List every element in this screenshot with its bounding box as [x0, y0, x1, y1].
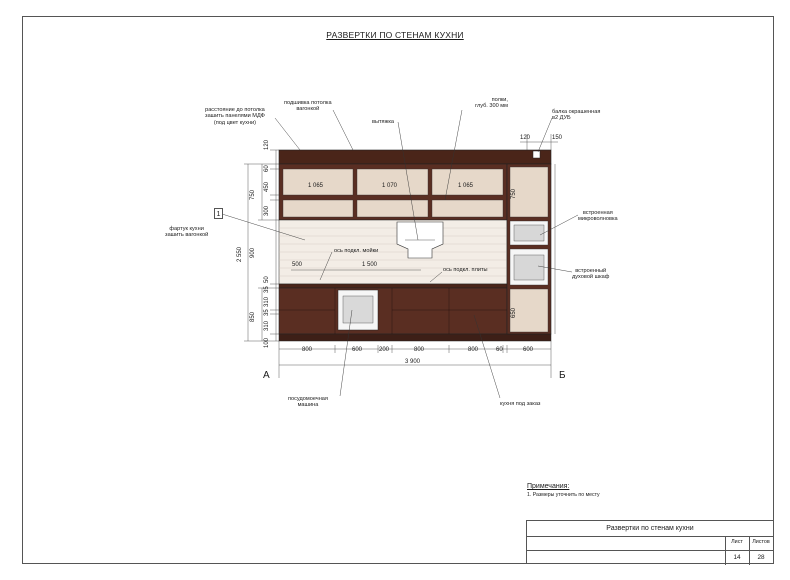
point-a: А: [263, 370, 270, 381]
label-stove-axis: ось подкл. плиты: [443, 267, 488, 273]
dim-v-900: 900: [250, 247, 256, 258]
notes-heading: Примечания:: [527, 483, 570, 490]
label-oven: встроенный духовой шкаф: [572, 268, 610, 281]
upper-panel-1: [283, 169, 353, 195]
dim-v-750-right: 750: [511, 188, 517, 199]
title-block-name: Развертки по стенам кухни: [527, 521, 773, 537]
dim-v-300: 300: [264, 205, 270, 216]
beam-marker: [533, 151, 540, 158]
notes-item-1: 1. Размеры уточнить по месту: [527, 492, 600, 498]
dim-v-750: 750: [250, 189, 256, 200]
upper-panel-6: [432, 200, 503, 217]
dim-v-2550: 2 550: [237, 246, 243, 262]
ceiling-lining: [279, 150, 551, 164]
point-b: Б: [559, 370, 566, 381]
label-hood: вытяжка: [372, 119, 395, 125]
dim-v-450: 450: [264, 181, 270, 192]
dim-shelf-2: 1 070: [382, 183, 398, 189]
dim-v-50: 50: [264, 276, 270, 283]
dim-b-800a: 800: [302, 347, 313, 353]
notes-block: [527, 483, 600, 498]
countertop: [279, 284, 507, 288]
dim-v-650-right: 650: [511, 307, 517, 318]
label-microwave: встроенная микроволновка: [578, 210, 618, 223]
dim-v-100: 100: [264, 337, 270, 348]
sheets-label: Листов: [752, 539, 770, 545]
dim-total: 3 900: [405, 359, 421, 365]
label-ceiling-distance: расстояние до потолка зашить панелями МДФ (под цвет кухни): [205, 107, 265, 126]
dim-v-310a: 310: [264, 296, 270, 307]
dim-b-200: 200: [379, 347, 390, 353]
dim-v-60: 60: [264, 165, 270, 172]
dim-v-35a: 35: [264, 286, 270, 293]
dim-v-850: 850: [250, 311, 256, 322]
dim-beam-150: 150: [552, 135, 563, 141]
label-dishwasher: посудомоечная машина: [288, 396, 328, 409]
label-shelves: полки, глуб. 300 мм: [475, 97, 508, 110]
lower-cabinets: [279, 288, 507, 334]
dim-beam-120: 120: [520, 135, 531, 141]
dim-v-35b: 35: [264, 309, 270, 316]
dim-sink-offset: 500: [292, 262, 303, 268]
upper-panel-5: [357, 200, 428, 217]
sheet-label: Лист: [731, 539, 743, 545]
marker-1: 1: [214, 208, 223, 219]
sheet-number: 14: [733, 554, 741, 561]
label-beam: балка окрашенная в2 ДУБ: [552, 109, 601, 122]
sheets-count: 28: [757, 554, 765, 561]
plinth: [279, 334, 551, 341]
dim-shelf-3: 1 065: [458, 183, 474, 189]
upper-panel-2: [357, 169, 428, 195]
label-sink-axis: ось подкл. мойки: [334, 248, 379, 254]
label-apron: фартук кухни зашить вагонкой: [165, 226, 209, 239]
dim-v-310b: 310: [264, 320, 270, 331]
upper-panel-3: [432, 169, 503, 195]
upper-panel-4: [283, 200, 353, 217]
dim-b-60: 60: [496, 347, 503, 353]
dim-b-600a: 600: [352, 347, 363, 353]
dim-b-800c: 800: [468, 347, 479, 353]
drawing-title: РАЗВЕРТКИ ПО СТЕНАМ КУХНИ: [326, 30, 464, 40]
dim-b-800b: 800: [414, 347, 425, 353]
dim-b-600b: 600: [523, 347, 534, 353]
title-block: [526, 520, 774, 564]
dim-sink-stove: 1 500: [362, 262, 378, 268]
dim-shelf-1: 1 065: [308, 183, 324, 189]
label-kitchen: кухня под заказ: [500, 401, 541, 407]
label-ceiling-lining: подшивка потолка вагонкой: [284, 100, 332, 113]
dim-v-120: 120: [264, 139, 270, 150]
